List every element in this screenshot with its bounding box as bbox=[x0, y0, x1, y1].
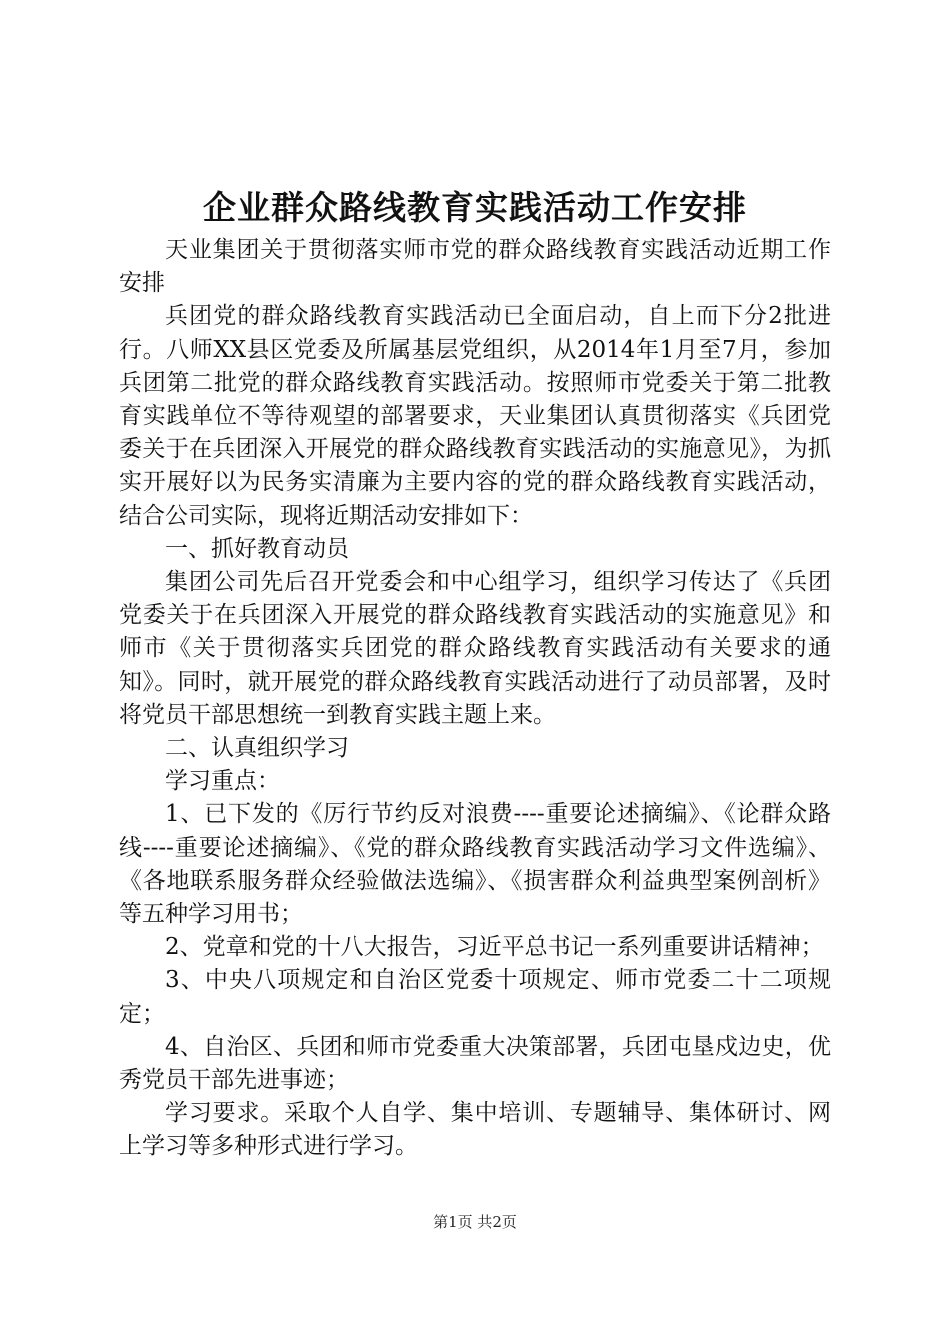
page-number-footer: 第1页 共2页 bbox=[433, 1213, 517, 1231]
document-title: 企业群众路线教育实践活动工作安排 bbox=[203, 188, 747, 227]
study-requirements: 学习要求。采取个人自学、集中培训、专题辅导、集体研讨、网上学习等多种形式进行学习。 bbox=[119, 1100, 831, 1160]
study-focus-item-1: 1、已下发的《厉行节约反对浪费----重要论述摘编》、《论群众路线----重要论述摘编》、《党的群众路线教育实践活动学习文件选编》、《各地联系服务群众经验做法选编》、《损害群众利益典型案例剖析》等五种学习用书； bbox=[119, 801, 831, 928]
section-heading-mobilization: 一、抓好教育动员 bbox=[165, 535, 349, 562]
study-focus-item-3: 3、中央八项规定和自治区党委十项规定、师市党委二十二项规定； bbox=[119, 967, 831, 1027]
paragraph-intro: 兵团党的群众路线教育实践活动已全面启动，自上而下分2批进行。八师XX县区党委及所属基层党组织，从2014年1月至7月，参加兵团第二批党的群众路线教育实践活动。按照师市党委关于第二批教育实践单位不等待观望的部署要求，天业集团认真贯彻落实《兵团党委关于在兵团深入开展党的群众路线教育实践活动的实施意见》，为抓实开展好以为民务实清廉为主要内容的党的群众路线教育实践活动，结合公司实际，现将近期活动安排如下： bbox=[119, 303, 831, 529]
section-heading-study: 二、认真组织学习 bbox=[165, 735, 349, 762]
study-focus-item-4: 4、自治区、兵团和师市党委重大决策部署，兵团屯垦戍边史，优秀党员干部先进事迹； bbox=[119, 1033, 831, 1094]
paragraph-mobilization: 集团公司先后召开党委会和中心组学习，组织学习传达了《兵团党委关于在兵团深入开展党的群众路线教育实践活动的实施意见》和师市《关于贯彻落实兵团党的群众路线教育实践活动有关要求的通知》。同时，就开展党的群众路线教育实践活动进行了动员部署，及时将党员干部思想统一到教育实践主题上来。 bbox=[119, 569, 831, 728]
document-body bbox=[119, 234, 831, 1164]
study-focus-label: 学习重点： bbox=[165, 768, 280, 795]
study-focus-item-2: 2、党章和党的十八大报告，习近平总书记一系列重要讲话精神； bbox=[165, 934, 824, 961]
paragraph-subtitle: 天业集团关于贯彻落实师市党的群众路线教育实践活动近期工作安排 bbox=[119, 237, 831, 297]
